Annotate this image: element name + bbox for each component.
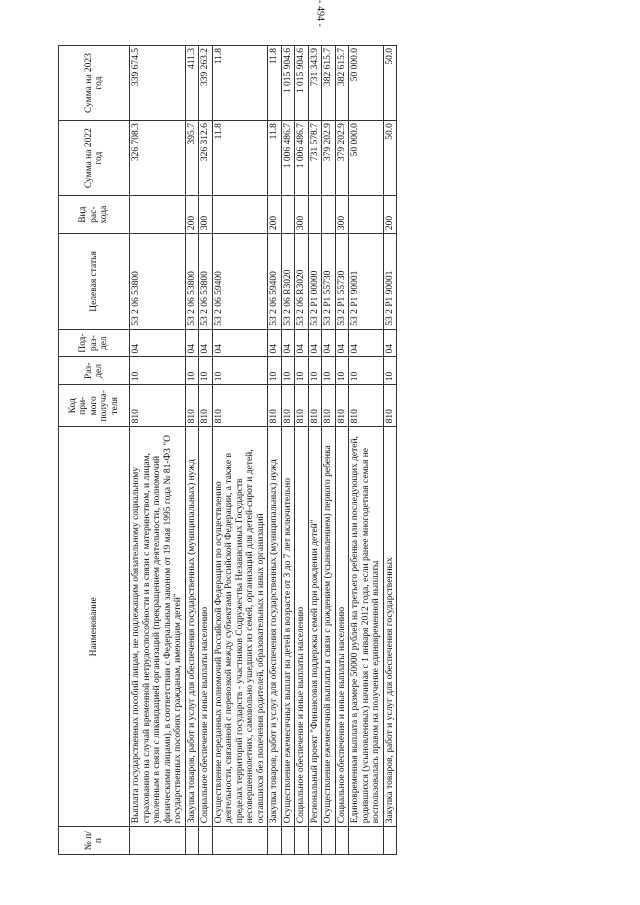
cell-no: [199, 827, 213, 855]
cell-target: 53 2 P1 90001: [383, 234, 397, 330]
cell-code: 810: [335, 385, 349, 427]
cell-code: 810: [295, 385, 309, 427]
cell-target: 53 2 06 R3020: [295, 234, 309, 330]
cell-2022: 1 006 486.7: [281, 121, 295, 196]
header-code: Код при-мого получа-теля: [59, 385, 130, 427]
cell-2023: 339 674.5: [130, 46, 186, 121]
cell-2023: 50.0: [383, 46, 397, 121]
cell-target: 53 2 P1 55730: [335, 234, 349, 330]
cell-no: [335, 827, 349, 855]
cell-podrazdel: 04: [335, 329, 349, 357]
cell-target: 53 2 06 53800: [199, 234, 213, 330]
cell-vid: 200: [185, 196, 199, 234]
cell-podrazdel: 04: [349, 329, 384, 357]
cell-razdel: 10: [185, 357, 199, 385]
cell-2022: 379 202.9: [335, 121, 349, 196]
header-2023: Сумма на 2023 год: [59, 46, 130, 121]
cell-target: 53 2 06 53800: [185, 234, 199, 330]
cell-2022: 50 000.0: [349, 121, 384, 196]
cell-name: Выплата государственных пособий лицам, не подлежащим обязательному социальному страхованию на случай временной нетрудоспособности и в связи с материнством, и лицам, уволенным в связи с ликвидацией организаций (прекращением деятельности, полномочий физическими лицами), в соответствии с Федеральным законом от 19 мая 1995 года № 81-ФЗ "О государственных пособиях гражданам, имеющим детей": [130, 427, 186, 827]
cell-name: Региональный проект "Финансовая поддержка семей при рождении детей": [308, 427, 322, 827]
cell-2022: 326 312.6: [199, 121, 213, 196]
cell-target: 53 2 06 53800: [130, 234, 186, 330]
table-row: [322, 46, 336, 855]
cell-2022: 326 708.3: [130, 121, 186, 196]
cell-2023: 382 615.7: [322, 46, 336, 121]
cell-podrazdel: 04: [383, 329, 397, 357]
cell-name: Осуществление ежемесячной выплаты в связи с рождением (усыновлением) первого ребенка: [322, 427, 336, 827]
table-row: [281, 46, 295, 855]
cell-2022: 1 006 486.7: [295, 121, 309, 196]
cell-vid: 300: [199, 196, 213, 234]
cell-2023: 1 015 904.6: [281, 46, 295, 121]
page-number: - 494 -: [314, 0, 326, 27]
cell-vid: [281, 196, 295, 234]
table-row: [335, 46, 349, 855]
cell-code: 810: [322, 385, 336, 427]
cell-razdel: 10: [130, 357, 186, 385]
cell-no: [295, 827, 309, 855]
cell-2023: 382 615.7: [335, 46, 349, 121]
cell-name: Осуществление ежемесячных выплат на детей в возрасте от 3 до 7 лет включительно: [281, 427, 295, 827]
cell-razdel: 10: [308, 357, 322, 385]
cell-code: 810: [130, 385, 186, 427]
cell-razdel: 10: [212, 357, 268, 385]
cell-razdel: 10: [383, 357, 397, 385]
cell-no: [349, 827, 384, 855]
cell-vid: [322, 196, 336, 234]
cell-2023: 339 263.2: [199, 46, 213, 121]
cell-target: 53 2 06 59400: [212, 234, 268, 330]
cell-target: 53 2 P1 55730: [322, 234, 336, 330]
cell-razdel: 10: [349, 357, 384, 385]
cell-name: Единовременная выплата в размере 50000 рублей на третьего ребенка или последующих детей, родившихся (усыновленных) начиная с 1 января 2012 года, если ранее многодетная семья не воспользовалась правом на получение единовременной выплаты: [349, 427, 384, 827]
cell-vid: [212, 196, 268, 234]
cell-no: [308, 827, 322, 855]
cell-target: 53 2 P1 90001: [349, 234, 384, 330]
header-vid: Вид рас-хода: [59, 196, 130, 234]
cell-podrazdel: 04: [322, 329, 336, 357]
table-header-row: [59, 46, 130, 855]
cell-no: [212, 827, 268, 855]
header-razdel: Раз-дел: [59, 357, 130, 385]
cell-target: 53 2 06 59400: [268, 234, 282, 330]
cell-vid: 300: [335, 196, 349, 234]
cell-no: [130, 827, 186, 855]
cell-code: 810: [199, 385, 213, 427]
cell-code: 810: [268, 385, 282, 427]
cell-no: [268, 827, 282, 855]
table-body: [130, 46, 397, 855]
cell-2022: 379 202.9: [322, 121, 336, 196]
rotated-table-wrapper: [58, 45, 518, 855]
table-row: [308, 46, 322, 855]
cell-name: Закупка товаров, работ и услуг для обеспечения государственных: [383, 427, 397, 827]
cell-podrazdel: 04: [199, 329, 213, 357]
cell-code: 810: [383, 385, 397, 427]
cell-target: 53 2 P1 00000: [308, 234, 322, 330]
cell-razdel: 10: [268, 357, 282, 385]
cell-no: [383, 827, 397, 855]
cell-code: 810: [308, 385, 322, 427]
cell-2023: 11.8: [268, 46, 282, 121]
table-row: [130, 46, 186, 855]
cell-name: Осуществление переданных полномочий Российской Федерации по осуществлению деятельности, связанной с перевозкой между субъектами Российской Федерации, а также в пределах территорий государств - участников Содружества Независимых Государств несовершеннолетних, самовольно ушедших из семей, организаций для детей-сирот и детей, оставшихся без попечения родителей, образовательных и иных организаций: [212, 427, 268, 827]
header-target: Целевая статья: [59, 234, 130, 330]
cell-razdel: 10: [322, 357, 336, 385]
budget-table: [58, 45, 397, 855]
cell-target: 53 2 06 R3020: [281, 234, 295, 330]
cell-2023: 50 000.0: [349, 46, 384, 121]
cell-name: Социальное обеспечение и иные выплаты населению: [199, 427, 213, 827]
table-row: [268, 46, 282, 855]
cell-2022: 50.0: [383, 121, 397, 196]
cell-podrazdel: 04: [185, 329, 199, 357]
cell-vid: 200: [268, 196, 282, 234]
table-row: [212, 46, 268, 855]
cell-no: [185, 827, 199, 855]
cell-podrazdel: 04: [130, 329, 186, 357]
table-row: [295, 46, 309, 855]
cell-podrazdel: 04: [281, 329, 295, 357]
cell-vid: [130, 196, 186, 234]
header-podrazdel: Под-раз-дел: [59, 329, 130, 357]
header-no: № п/п: [59, 827, 130, 855]
cell-razdel: 10: [335, 357, 349, 385]
cell-vid: [308, 196, 322, 234]
cell-code: 810: [281, 385, 295, 427]
cell-name: Закупка товаров, работ и услуг для обеспечения государственных (муниципальных) нужд: [268, 427, 282, 827]
table-row: [383, 46, 397, 855]
cell-name: Социальное обеспечение и иные выплаты населению: [335, 427, 349, 827]
header-name: Наименование: [59, 427, 130, 827]
cell-2022: 11.8: [212, 121, 268, 196]
table-row: [199, 46, 213, 855]
cell-code: 810: [349, 385, 384, 427]
cell-name: Социальное обеспечение и иные выплаты населению: [295, 427, 309, 827]
cell-2023: 1 015 904.6: [295, 46, 309, 121]
cell-podrazdel: 04: [295, 329, 309, 357]
cell-2023: 731 343.9: [308, 46, 322, 121]
cell-podrazdel: 04: [212, 329, 268, 357]
header-2022: Сумма на 2022 год: [59, 121, 130, 196]
cell-no: [322, 827, 336, 855]
cell-vid: 300: [295, 196, 309, 234]
table-row: [349, 46, 384, 855]
cell-razdel: 10: [199, 357, 213, 385]
cell-2022: 395.7: [185, 121, 199, 196]
cell-razdel: 10: [295, 357, 309, 385]
cell-podrazdel: 04: [308, 329, 322, 357]
cell-no: [281, 827, 295, 855]
table-row: [185, 46, 199, 855]
cell-name: Закупка товаров, работ и услуг для обеспечения государственных (муниципальных) нужд: [185, 427, 199, 827]
cell-code: 810: [212, 385, 268, 427]
cell-vid: 200: [383, 196, 397, 234]
cell-2022: 11.8: [268, 121, 282, 196]
cell-2023: 11.8: [212, 46, 268, 121]
cell-2023: 411.3: [185, 46, 199, 121]
cell-2022: 731 578.7: [308, 121, 322, 196]
cell-code: 810: [185, 385, 199, 427]
cell-vid: [349, 196, 384, 234]
cell-razdel: 10: [281, 357, 295, 385]
cell-podrazdel: 04: [268, 329, 282, 357]
